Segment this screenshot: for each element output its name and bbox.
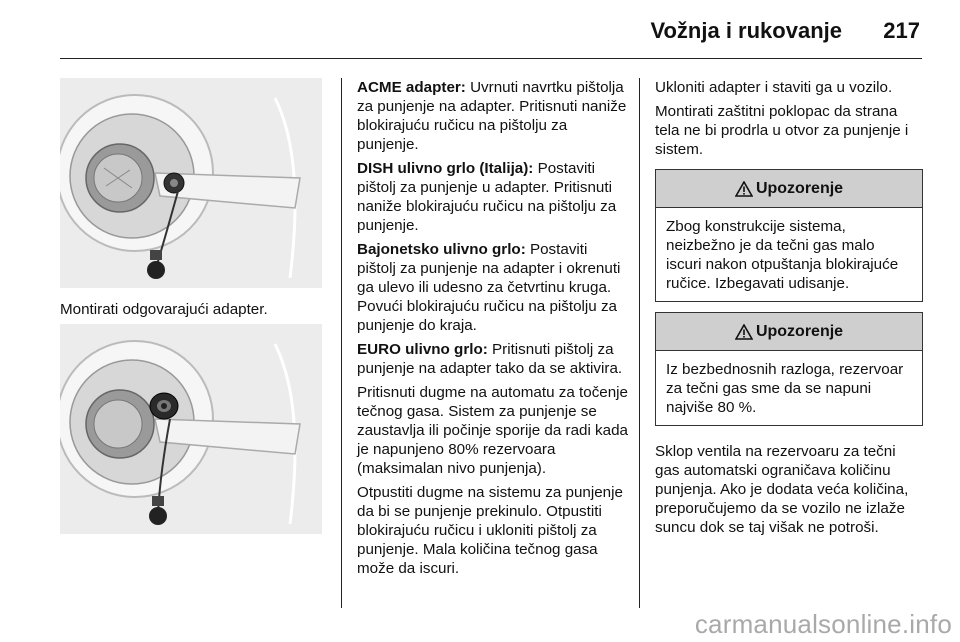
page-header (0, 0, 960, 60)
header-rule (60, 58, 922, 59)
paragraph-press-button: Pritisnuti dugme na automatu za točenje tečnog gasa. Sistem za punjenje se zaustavlja ili počinje sporije da radi kada je napunjeno 80% rezervoara (maksimalan nivo punjenja). (357, 384, 629, 477)
fuel-filler-figure-open (60, 78, 322, 288)
warning-box-capacity (655, 312, 923, 426)
warning-header (656, 313, 922, 351)
warning-title: Upozorenje (755, 180, 844, 197)
fuel-filler-illustration (60, 78, 322, 288)
paragraph-acme: ACME adapter: Uvrnuti navrtku pištolja za punjenje na adapter. Pritisnuti naniže blokirajuću ručicu na pištolju za punjenje. (357, 79, 627, 153)
paragraph-bayonet: Bajonetsko ulivno grlo: Postaviti pištolj za punjenje na adapter i okrenuti ga ulevo ili udesno za četvrtinu kruga. Povući blokirajuću ručicu na pištolju za punjenje do kraja. (357, 241, 621, 334)
paragraph-euro: EURO ulivno grlo: Pritisnuti pištolj za punjenje na adapter tako da se aktivira. (357, 341, 623, 377)
fuel-filler-figure-adapter (60, 324, 322, 534)
warning-box-leak (655, 169, 923, 302)
warning-text: Iz bezbednosnih razloga, rezervoar za tečni gas sme da se napuni najviše 80 %. (666, 361, 904, 416)
watermark: carmanualsonline.info (694, 609, 952, 639)
warning-title: Upozorenje (755, 323, 844, 340)
paragraph-release-button: Otpustiti dugme na sistemu za punjenje da bi se punjenje prekinulo. Otpustiti blokirajuću ručicu i ukloniti pištolj za punjenje. Mala količina tečnog gasa može da iscuri. (357, 484, 623, 577)
warning-text: Zbog konstrukcije sistema, neizbežno je da tečni gas malo iscuri nakon otpuštanja blokirajuće ručice. Izbegavati udisanje. (666, 218, 899, 292)
column-divider-left (341, 78, 342, 608)
column-divider-right (639, 78, 640, 608)
page-number: 217 (883, 18, 920, 43)
warning-triangle-icon (735, 324, 753, 340)
paragraph-dish: DISH ulivno grlo (Italija): Postaviti pištolj za punjenje u adapter. Pritisnuti naniže blokirajuću ručicu na pištolju za punjenje. (357, 160, 617, 234)
column-left (60, 78, 326, 534)
column-middle (357, 78, 629, 583)
adapter-illustration (60, 324, 322, 534)
paragraph-valve-assembly: Sklop ventila na rezervoaru za tečni gas automatski ograničava količinu punjenja. Ako je dodata veća količina, preporučujemo da se vozilo ne izlaže suncu dok se taj višak ne potroši. (655, 443, 909, 536)
column-right (655, 78, 923, 542)
paragraph-remove-adapter: Ukloniti adapter i staviti ga u vozilo. (655, 79, 893, 96)
warning-triangle-icon (735, 181, 753, 197)
page-title: Vožnja i rukovanje (650, 18, 842, 43)
warning-header (656, 170, 922, 208)
paragraph-protective-cap: Montirati zaštitni poklopac da strana tela ne bi prodrla u otvor za punjenje i sistem. (655, 103, 909, 158)
figure-caption: Montirati odgovarajući adapter. (60, 301, 268, 318)
